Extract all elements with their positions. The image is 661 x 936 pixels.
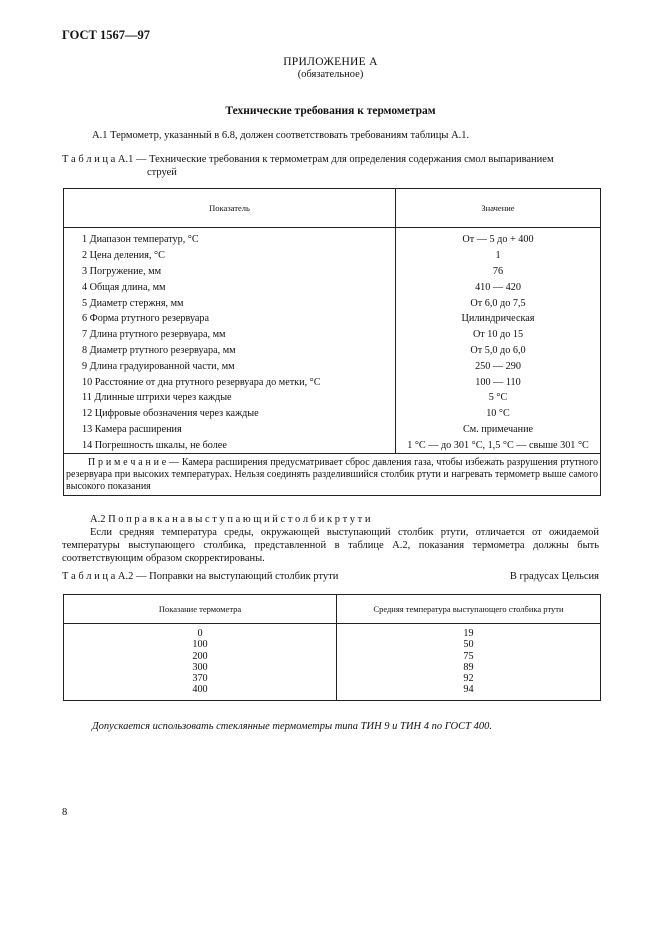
table1-cell-name: 3 Погружение, мм — [64, 264, 396, 280]
table-row — [64, 295, 601, 311]
table-row — [64, 651, 601, 662]
table1-cell-name: 11 Длинные штрихи через каждые — [64, 390, 396, 406]
table1-note — [64, 454, 601, 496]
table1-cell-value: 10 °С — [486, 408, 510, 420]
table1-cell-name: 4 Общая длина, мм — [64, 279, 396, 295]
table1-cell-value: 100 — 110 — [475, 376, 521, 388]
table1-cell-value: 410 — 420 — [475, 281, 521, 293]
table-row — [64, 390, 601, 406]
table1 — [63, 188, 601, 496]
table2-cell-temp: 92 — [463, 673, 474, 685]
table1-caption — [62, 153, 622, 179]
table1-cell-name: 9 Длина градуированной части, мм — [64, 358, 396, 374]
table1-cell-value: 1 — [495, 250, 501, 262]
table-row — [64, 437, 601, 453]
table1-cell-name: 8 Диаметр ртутного резервуара, мм — [64, 343, 396, 359]
table2-cell-temp: 94 — [463, 684, 474, 696]
table2-header-temp: Средняя температура выступающего столбика ртути — [337, 595, 601, 624]
table2-caption-text: — Поправки на выступающий столбик ртути — [133, 571, 339, 582]
table-row — [64, 327, 601, 343]
table2-cell-reading: 200 — [64, 651, 337, 662]
section-title: Технические требования к термометрам — [225, 105, 436, 117]
paragraph-a2-heading: А.2 П о п р а в к а н а в ы с т у п а ю щ и й с т о л б и к р т у т и — [90, 514, 371, 525]
table-row — [64, 662, 601, 673]
table2-cell-reading: 300 — [64, 662, 337, 673]
table1-cell-value: От 6,0 до 7,5 — [470, 297, 526, 309]
document-code: ГОСТ 1567—97 — [62, 28, 151, 42]
table-row — [64, 639, 601, 650]
table1-cell-value: 76 — [492, 265, 504, 277]
table2-caption-prefix: Т а б л и ц а А.2 — [62, 571, 134, 582]
table1-cell-name: 14 Погрешность шкалы, не более — [64, 437, 396, 453]
table1-cell-name: 7 Длина ртутного резервуара, мм — [64, 327, 396, 343]
table1-cell-value: От — 5 до + 400 — [462, 234, 534, 246]
table-row — [64, 406, 601, 422]
table1-cell-name: 6 Форма ртутного резервуара — [64, 311, 396, 327]
table2-cell-temp: 75 — [463, 650, 474, 662]
table-row — [64, 343, 601, 359]
table2-cell-reading: 400 — [64, 684, 337, 700]
table1-header-indicator: Показатель — [64, 189, 396, 228]
table1-note-row — [64, 454, 601, 496]
appendix-subtitle: (обязательное) — [297, 69, 364, 80]
table1-cell-value: От 10 до 15 — [472, 329, 524, 341]
paragraph-a2-body: Если средняя температура среды, окружающей выступающий столбик ртути, отличается от ожидаемой температуры выступающего столбика, представленной в таблице А.2, показания термометра должны быть соответствующим образом скорректированы. — [62, 527, 599, 564]
table1-cell-value: 1 °С — до 301 °С, 1,5 °С — свыше 301 °С — [407, 439, 589, 451]
table1-cell-value: 250 — 290 — [475, 360, 521, 372]
table-row — [64, 422, 601, 438]
table-row — [64, 374, 601, 390]
table2 — [63, 594, 601, 701]
table-row — [64, 624, 601, 640]
table1-cell-name: 13 Камера расширения — [64, 422, 396, 438]
table1-cell-name: 1 Диапазон температур, °С — [64, 228, 396, 248]
table2-cell-reading: 0 — [64, 624, 337, 640]
table1-caption-prefix: Т а б л и ц а А.1 — [62, 154, 134, 165]
table1-note-prefix: П р и м е ч а н и е — [88, 457, 167, 469]
table-row — [64, 358, 601, 374]
appendix-title: ПРИЛОЖЕНИЕ А — [283, 56, 378, 68]
table-row — [64, 673, 601, 684]
table2-cell-reading: 100 — [64, 639, 337, 650]
table1-caption-text: — Технические требования к термометрам для определения содержания смол выпариванием — [133, 154, 554, 165]
table-row — [64, 279, 601, 295]
table2-cell-reading: 370 — [64, 673, 337, 684]
table1-note-text: — Камера расширения предусматривает сброс давления газа, чтобы избежать разрушения ртутного резервуара при высоких температурах. Нельзя соединять разделившийся столбик ртути и нагревать термометр выше самого высокого показания — [66, 457, 599, 493]
page-number: 8 — [62, 807, 68, 818]
table-row — [64, 248, 601, 264]
table1-header-value: Значение — [396, 189, 601, 228]
paragraph-a1: А.1 Термометр, указанный в 6.8, должен соответствовать требованиям таблицы А.1. — [92, 130, 470, 141]
table2-cell-temp: 89 — [463, 661, 474, 673]
table1-caption-line2: струей — [147, 167, 177, 178]
table1-cell-name: 12 Цифровые обозначения через каждые — [64, 406, 396, 422]
table1-cell-name: 10 Расстояние от дна ртутного резервуара до метки, °С — [64, 374, 396, 390]
table1-cell-value: См. примечание — [462, 423, 534, 435]
table-row — [64, 228, 601, 248]
table2-cell-temp: 19 — [463, 628, 474, 639]
table1-cell-value: От 5,0 до 6,0 — [470, 344, 526, 356]
paragraph-a2 — [62, 513, 599, 565]
table1-cell-name: 5 Диаметр стержня, мм — [64, 295, 396, 311]
footnote: Допускается использовать стеклянные термометры типа ТИН 9 и ТИН 4 по ГОСТ 400. — [92, 721, 492, 732]
table-row — [64, 264, 601, 280]
table-row — [64, 684, 601, 700]
table2-cell-temp: 50 — [463, 639, 474, 651]
table-row — [64, 311, 601, 327]
table2-header-reading: Показание термометра — [64, 595, 337, 624]
table2-units: В градусах Цельсия — [509, 571, 599, 582]
table1-cell-value: Цилиндрическая — [461, 313, 535, 325]
table1-cell-value: 5 °С — [488, 392, 508, 404]
table1-cell-name: 2 Цена деления, °С — [64, 248, 396, 264]
table2-caption — [62, 570, 338, 583]
